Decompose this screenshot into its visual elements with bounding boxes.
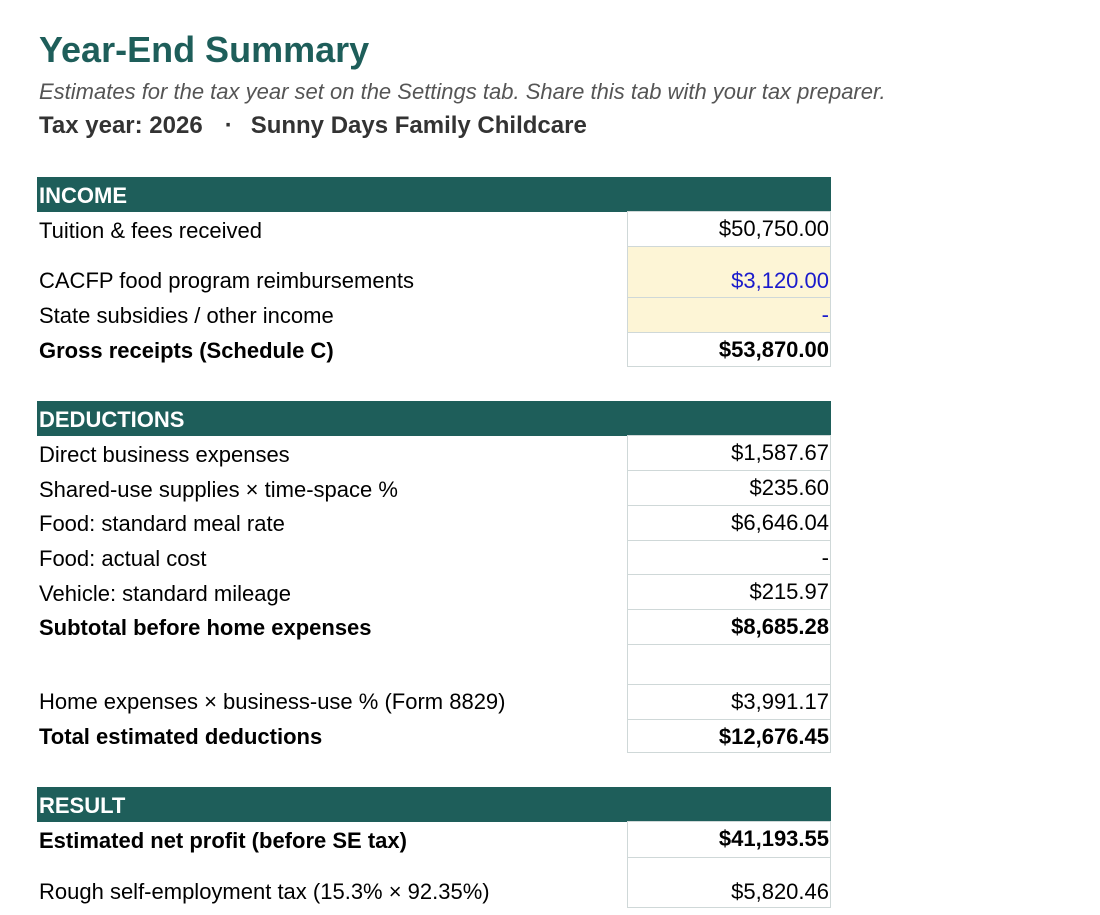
cell-home-expenses[interactable]: $3,991.17	[627, 684, 831, 719]
cell-net-profit[interactable]: $41,193.55	[627, 821, 831, 857]
cell-cacfp-input[interactable]: $3,120.00	[627, 246, 831, 297]
cell-tuition[interactable]: $50,750.00	[627, 211, 831, 246]
cell-vehicle-mileage[interactable]: $215.97	[627, 574, 831, 609]
cell-food-actual[interactable]: -	[627, 540, 831, 574]
row-label-net-profit: Estimated net profit (before SE tax)	[39, 828, 407, 853]
separator-dot: ·	[224, 112, 233, 139]
income-section-header: INCOME	[37, 177, 831, 212]
tax-year-line	[39, 111, 587, 141]
tax-year: Tax year: 2026	[39, 112, 203, 139]
row-label-gross-receipts: Gross receipts (Schedule C)	[39, 338, 334, 363]
row-label-subtotal: Subtotal before home expenses	[39, 615, 372, 640]
cell-state-subsidies-input[interactable]: -	[627, 297, 831, 332]
cell-shared-supplies[interactable]: $235.60	[627, 470, 831, 505]
cell-total-deductions[interactable]: $12,676.45	[627, 719, 831, 753]
cell-se-tax[interactable]: $5,820.46	[627, 857, 831, 908]
row-label-vehicle-mileage: Vehicle: standard mileage	[39, 581, 291, 606]
row-label-direct-expenses: Direct business expenses	[39, 442, 290, 467]
cell-direct-expenses[interactable]: $1,587.67	[627, 435, 831, 470]
business-name: Sunny Days Family Childcare	[250, 112, 587, 139]
row-label-total-deductions: Total estimated deductions	[39, 724, 323, 749]
row-label-cacfp: CACFP food program reimbursements	[39, 268, 414, 293]
result-section-header: RESULT	[37, 787, 831, 822]
deductions-section-header: DEDUCTIONS	[37, 401, 831, 436]
page-subtitle: Estimates for the tax year set on the Settings tab. Share this tab with your tax preparer.	[39, 79, 886, 104]
row-label-home-expenses: Home expenses × business-use % (Form 8829)	[39, 689, 506, 714]
cell-food-standard[interactable]: $6,646.04	[627, 505, 831, 540]
row-label-se-tax: Rough self-employment tax (15.3% × 92.35%)	[39, 879, 490, 904]
row-label-food-actual: Food: actual cost	[39, 546, 207, 571]
cell-subtotal[interactable]: $8,685.28	[627, 609, 831, 644]
row-label-food-standard: Food: standard meal rate	[39, 511, 285, 536]
row-label-state-subsidies: State subsidies / other income	[39, 303, 334, 328]
cell-gross-receipts[interactable]: $53,870.00	[627, 332, 831, 367]
page-title: Year-End Summary	[39, 29, 370, 70]
row-label-tuition: Tuition & fees received	[39, 218, 262, 243]
cell-blank-spacer[interactable]	[627, 644, 831, 684]
row-label-shared-supplies: Shared-use supplies × time-space %	[39, 477, 398, 502]
